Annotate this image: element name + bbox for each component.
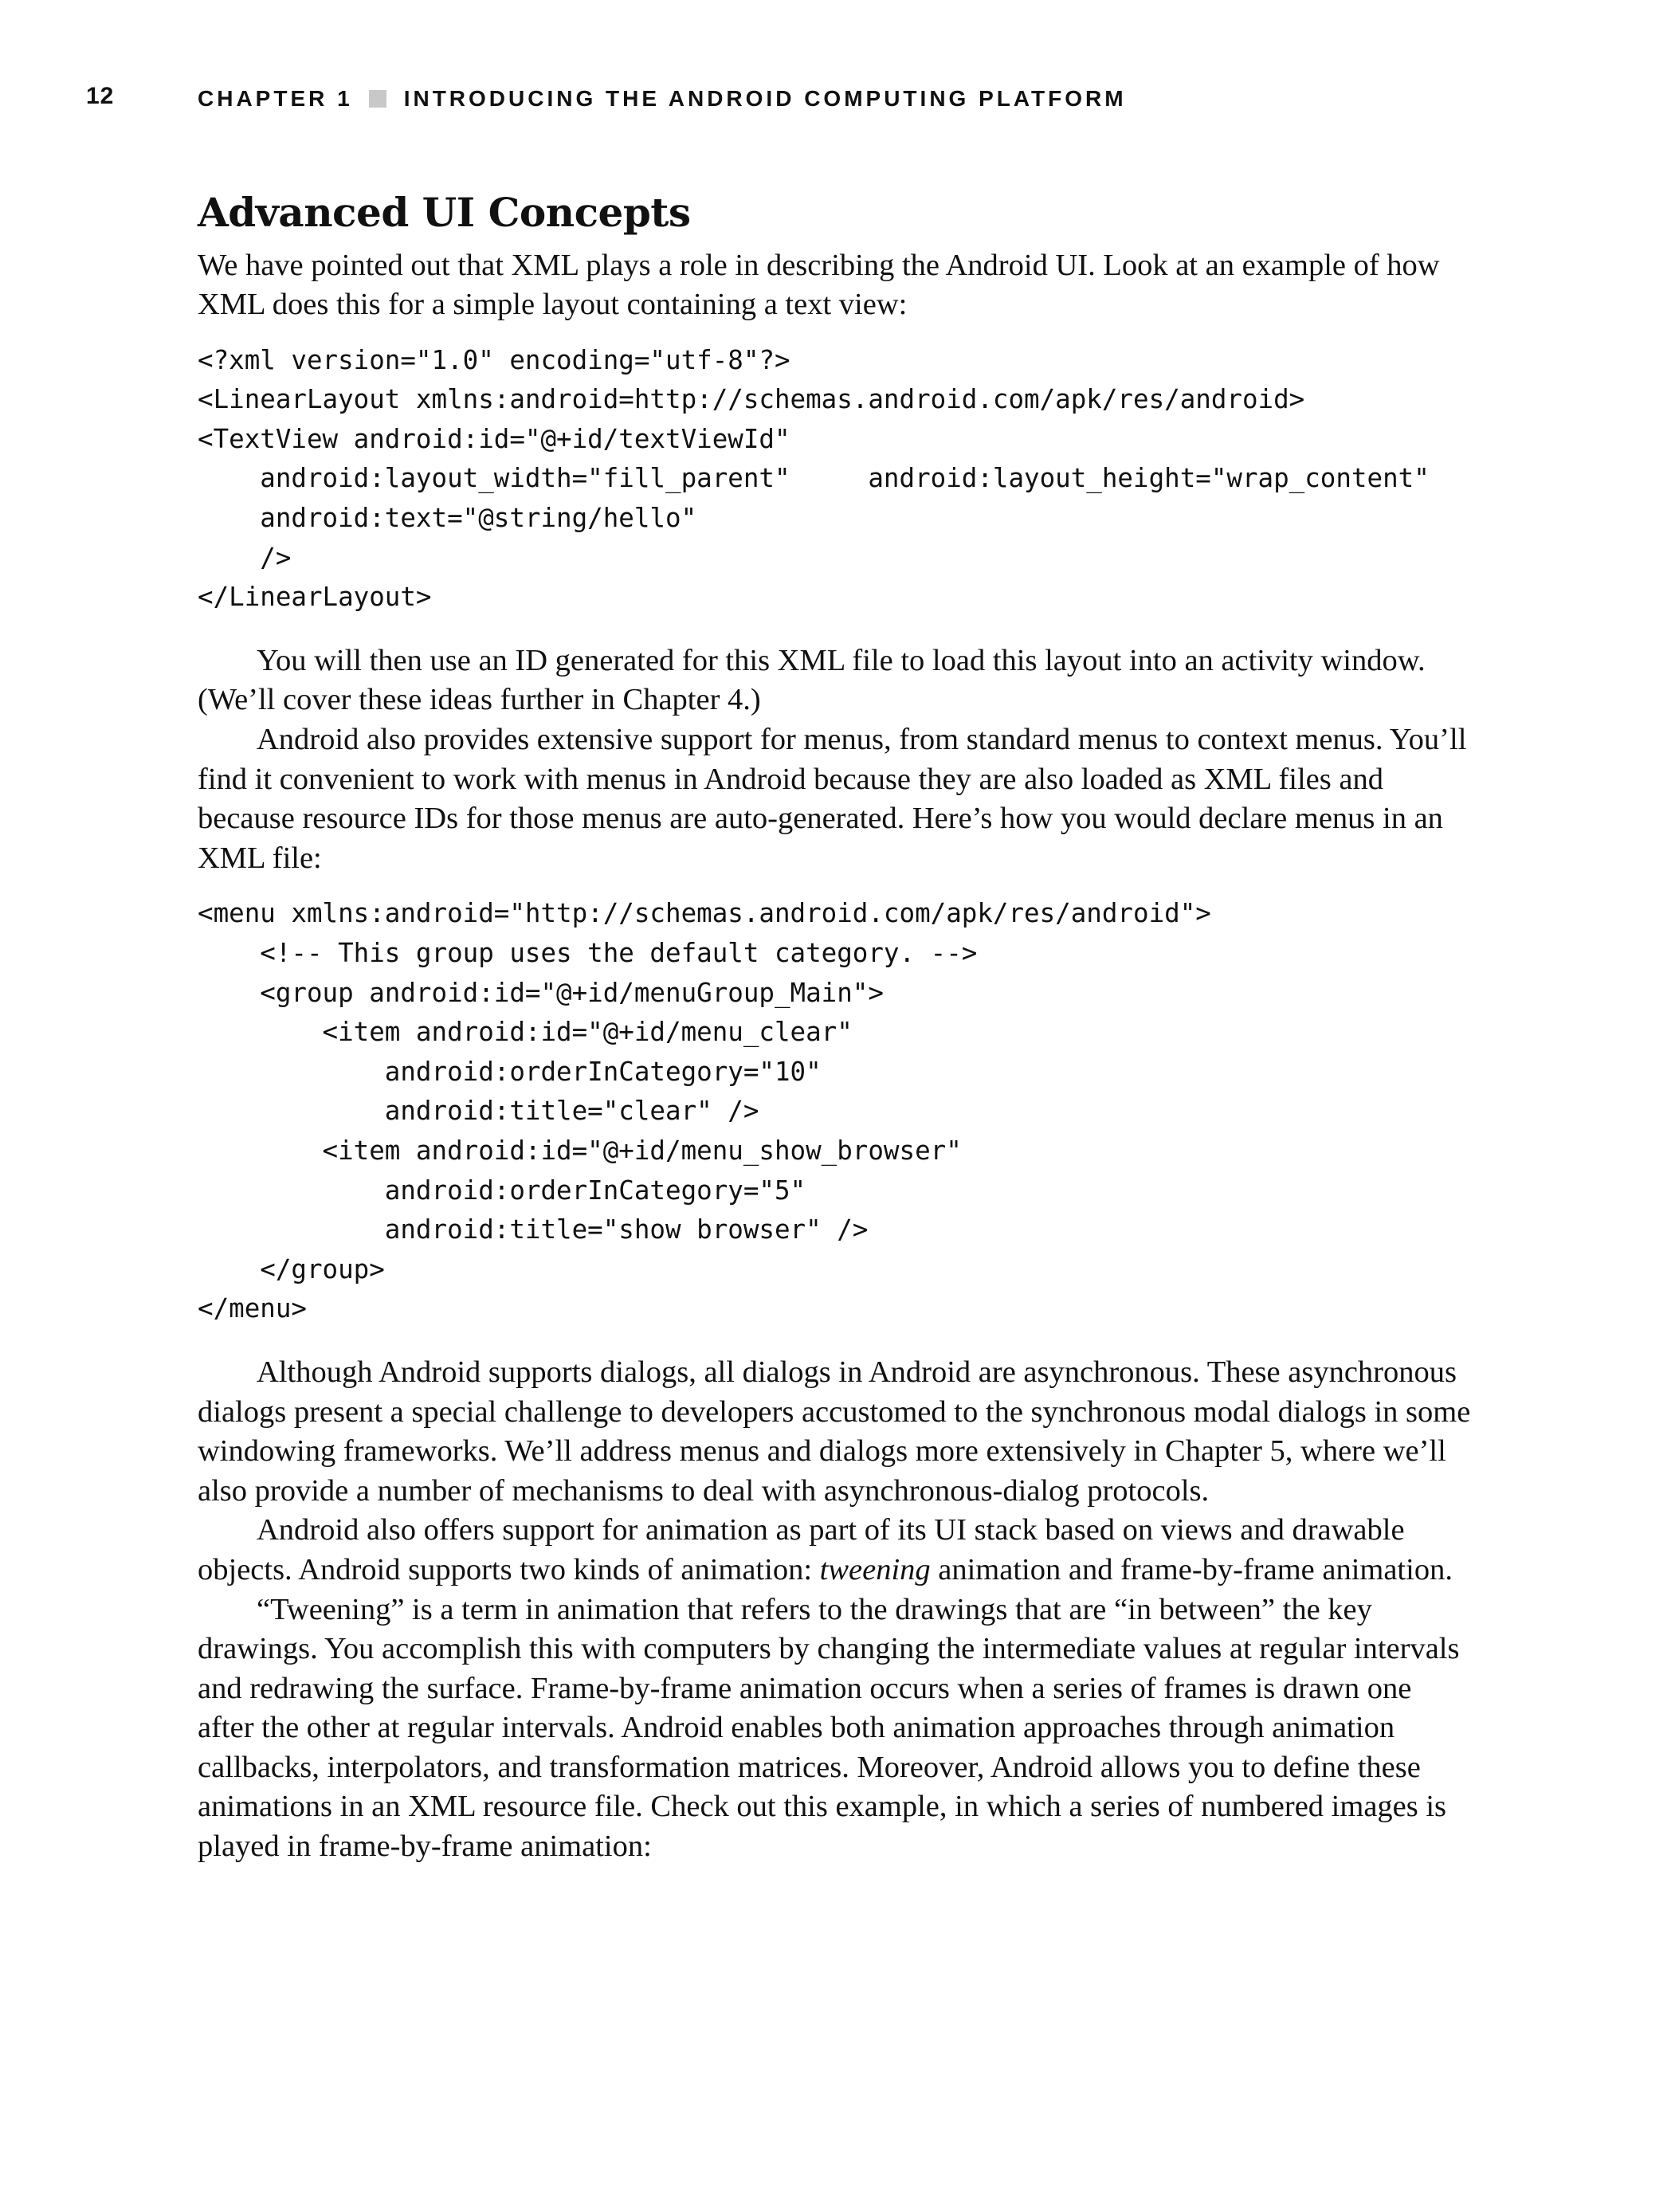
layout-code-listing: <?xml version="1.0" encoding="utf-8"?> <LinearLayout xmlns:android=http://schemas.android.com/apk/res/android> <TextView android:id="@+id/textViewId" android:layout_width="fill_parent" android:layout_height="wrap_content" android:text="@string/hello" /> </LinearLayout> (198, 344, 1430, 613)
animation-paragraph (198, 1511, 1473, 1590)
section-title: Advanced UI Concepts (198, 189, 691, 236)
chapter-title: INTRODUCING THE ANDROID COMPUTING PLATFORM (403, 86, 1127, 111)
page-content (198, 188, 1473, 1867)
header-separator-square (369, 90, 386, 108)
id-paragraph: You will then use an ID generated for this XML file to load this layout into an activity window. (We’ll cover these ideas further in Chapter 4.) (198, 643, 1426, 717)
animation-text-before: Android also offers support for animation as part of its UI stack based on views and drawable objects. Android supports two kinds of animation: (198, 1513, 1405, 1586)
animation-text-after: animation and frame-by-frame animation. (930, 1552, 1453, 1586)
tweening-emphasis: tweening (819, 1552, 931, 1586)
tweening-paragraph: “Tweening” is a term in animation that refers to the drawings that are “in between” the key drawings. You accomplish this with computers by changing the intermediate values at regular intervals and redrawing the surface. Frame-by-frame animation occurs when a series of frames is drawn one after the other at regular intervals. Android enables both animation approaches through animation callbacks, interpolators, and transformation matrices. Moreover, Android allows you to define these animations in an XML resource file. Check out this example, in which a series of numbered images is played in frame-by-frame animation: (198, 1592, 1460, 1864)
menus-paragraph: Android also provides extensive support for menus, from standard menus to context menus. You’ll find it convenient to work with menus in Android because they are also loaded as XML files and because resource IDs for those menus are auto-generated. Here’s how you would declare menus in an XML file: (198, 723, 1467, 875)
page-number: 12 (86, 83, 115, 109)
dialogs-paragraph: Although Android supports dialogs, all dialogs in Android are asynchronous. These asynchronous dialogs present a special challenge to developers accustomed to the synchronous modal dialogs in some windowing frameworks. We’ll address menus and dialogs more extensively in Chapter 5, where we’ll also provide a number of mechanisms to deal with asynchronous-dialog protocols. (198, 1355, 1471, 1508)
intro-paragraph: We have pointed out that XML plays a role in describing the Android UI. Look at an example of how XML does this for a simple layout containing a text view: (198, 248, 1440, 322)
running-header (198, 86, 1127, 112)
chapter-label: CHAPTER 1 (198, 86, 353, 111)
menu-code-listing: <menu xmlns:android="http://schemas.android.com/apk/res/android"> <!-- This group uses the default category. --> <group android:id="@+id/menuGroup_Main"> <item android:id="@+id/menu_clear" android:orderInCategory="10" android:title="clear" /> <item android:id="@+id/menu_show_browser" android:orderInCategory="5" android:title="show browser" /> </group> </menu> (198, 898, 1211, 1324)
